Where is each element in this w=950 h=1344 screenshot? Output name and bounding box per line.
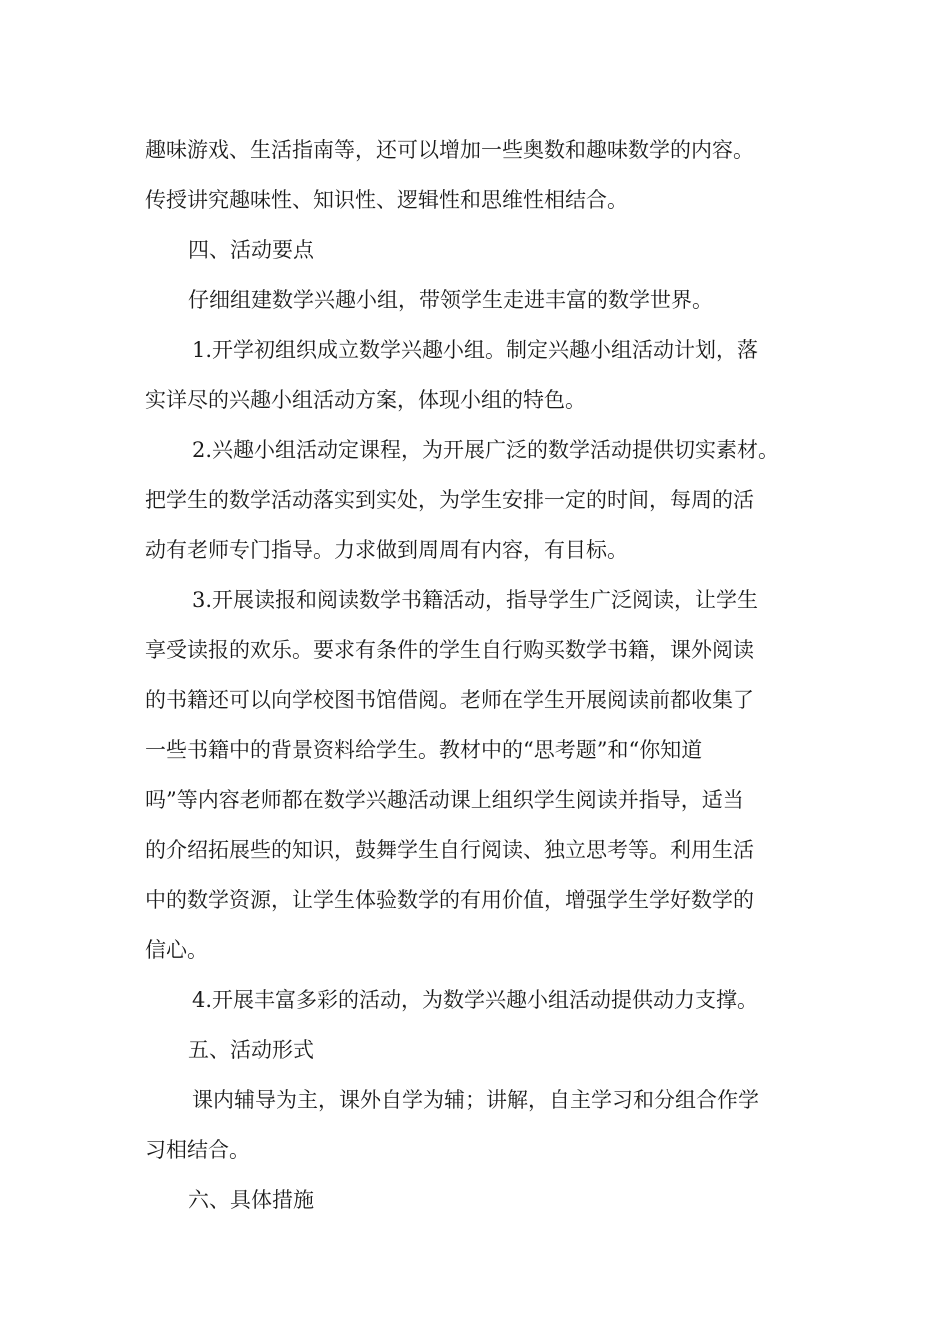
list-item: 4.开展丰富多彩的活动，为数学兴趣小组活动提供动力支撑。 [192, 988, 759, 1012]
text-line: 吗”等内容老师都在数学兴趣活动课上组织学生阅读并指导，适当 [145, 788, 744, 812]
text-line: 课内辅导为主，课外自学为辅；讲解，自主学习和分组合作学 [192, 1088, 759, 1112]
text-line: 习相结合。 [145, 1138, 250, 1162]
text-line: 的书籍还可以向学校图书馆借阅。老师在学生开展阅读前都收集了 [145, 688, 754, 712]
list-item: 3.开展读报和阅读数学书籍活动，指导学生广泛阅读，让学生 [192, 588, 759, 612]
text-line: 传授讲究趣味性、知识性、逻辑性和思维性相结合。 [145, 188, 628, 212]
text-line: 实详尽的兴趣小组活动方案，体现小组的特色。 [145, 388, 586, 412]
text-line: 信心。 [145, 938, 208, 962]
text-line: 中的数学资源，让学生体验数学的有用价值，增强学生学好数学的 [145, 888, 754, 912]
text-line: 仔细组建数学兴趣小组，带领学生走进丰富的数学世界。 [188, 288, 713, 312]
text-line: 享受读报的欢乐。要求有条件的学生自行购买数学书籍，课外阅读 [145, 638, 754, 662]
text-line: 动有老师专门指导。力求做到周周有内容，有目标。 [145, 538, 628, 562]
section-heading: 四、活动要点 [188, 238, 314, 262]
section-heading: 五、活动形式 [188, 1038, 314, 1062]
text-line: 的介绍拓展些的知识，鼓舞学生自行阅读、独立思考等。利用生活 [145, 838, 754, 862]
text-line: 把学生的数学活动落实到实处，为学生安排一定的时间，每周的活 [145, 488, 754, 512]
section-heading: 六、具体措施 [188, 1188, 314, 1212]
list-item: 2.兴趣小组活动定课程，为开展广泛的数学活动提供切实素材。 [192, 438, 780, 462]
text-line: 趣味游戏、生活指南等，还可以增加一些奥数和趣味数学的内容。 [145, 138, 754, 162]
text-line: 一些书籍中的背景资料给学生。教材中的“思考题”和“你知道 [145, 738, 703, 762]
list-item: 1.开学初组织成立数学兴趣小组。制定兴趣小组活动计划，落 [192, 338, 759, 362]
